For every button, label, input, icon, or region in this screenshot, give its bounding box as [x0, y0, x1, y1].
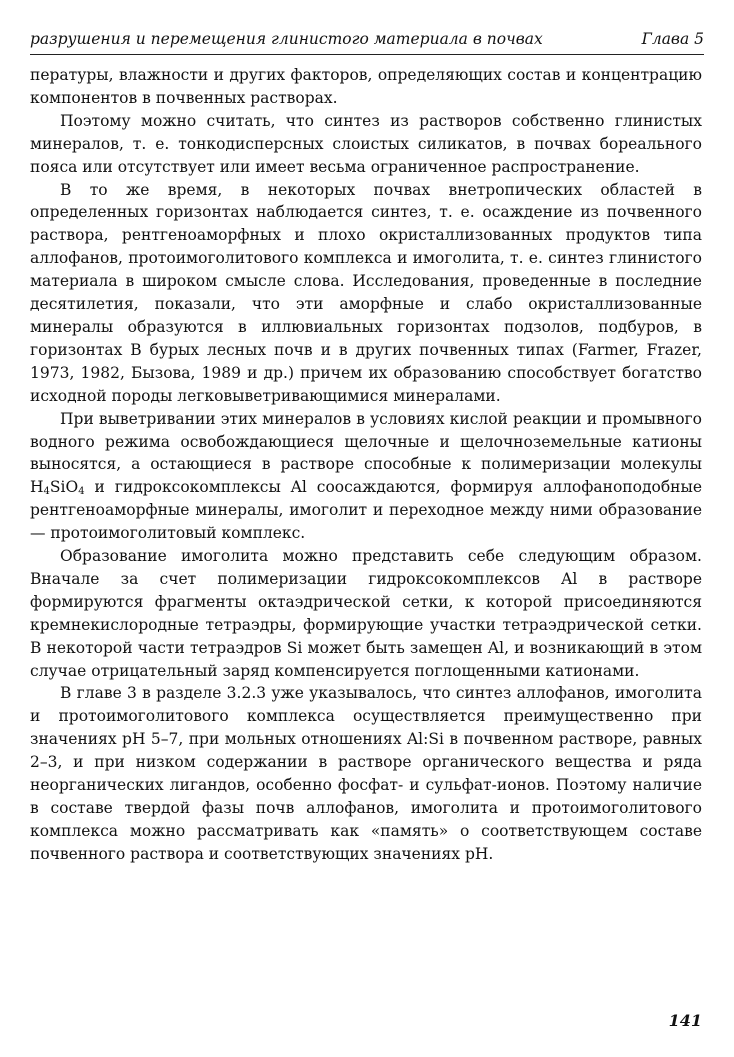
- header-rule: [30, 54, 704, 55]
- body-text: [30, 64, 702, 866]
- running-header: [30, 30, 704, 52]
- paragraph: пературы, влажности и других факторов, определяющих состав и концентрацию компонентов в почвенных растворах.: [30, 66, 702, 107]
- text-run: и гидроксокомплексы Al соосаждаются, формируя аллофаноподобные рентгеноаморфные минералы, имоголит и переходное между ними образование — протоимоголитовый комплекс.: [30, 478, 702, 543]
- paragraph: Поэтому можно считать, что синтез из растворов собственно глинистых минералов, т. е. тонкодисперсных слоистых силикатов, в почвах бореального пояса или отсутствует или имеет весьма ограниченное распространение.: [30, 111, 702, 176]
- text-run: SiO: [49, 478, 79, 497]
- paragraph: Образование имоголита можно представить себе следующим образом. Вначале за счет полимеризации гидроксокомплексов Al в растворе формируются фрагменты октаэдрической сетки, к которой присоединяются кремнекислородные тетраэдры, формирующие участки тетраэдрической сетки. В некоторой части тетраэдров Si может быть замещен Al, и возникающий в этом случае отрицательный заряд компенсируется поглощенными катионами.: [30, 547, 702, 680]
- subscript: 4: [43, 486, 50, 498]
- paragraph-weathering: [30, 408, 702, 545]
- paragraph: В главе 3 в разделе 3.2.3 уже указывалось, что синтез аллофанов, имоголита и протоимоголитового комплекса осуществляется преимущественно при значениях pH 5–7, при мольных отношениях Al:Si в почвенном растворе, равных 2–3, и при низком содержании в растворе органического вещества и ряда неорганических лигандов, особенно фосфат- и сульфат-ионов. Поэтому наличие в составе твердой фазы почв аллофанов, имоголита и протоимоголитового комплекса можно рассматривать как «память» о соответствующем составе почвенного раствора и соответствующих значениях pH.: [30, 684, 702, 863]
- chapter-label: Глава 5: [641, 30, 704, 48]
- page-number: 141: [668, 1011, 702, 1030]
- paragraph: В то же время, в некоторых почвах внетропических областей в определенных горизонтах наблюдается синтез, т. е. осаждение из почвенного раствора, рентгеноаморфных и плохо окристаллизованных продуктов типа аллофанов, протоимоголитового комплекса и имоголита, т. е. синтез глинистого материала в широком смысле слова. Исследования, проведенные в последние десятилетия, показали, что эти аморфные и слабо окристаллизованные минералы образуются в иллювиальных горизонтах подзолов, подбуров, в горизонтах В бурых лесных почв и в других почвенных типах (Farmer, Frazer, 1973, 1982, Бызова, 1989 и др.) причем их образованию способствует богатство исходной породы легковыветривающимися минералами.: [30, 180, 702, 405]
- text-run: При выветривании этих минералов в условиях кислой реакции и промывного водного режима освобождающиеся щелочные и щелочноземельные катионы выносятся, а остающиеся в растворе способные к полимеризации молекулы H: [30, 409, 702, 497]
- running-title: разрушения и перемещения глинистого материала в почвах: [30, 30, 543, 48]
- subscript: 4: [78, 486, 85, 498]
